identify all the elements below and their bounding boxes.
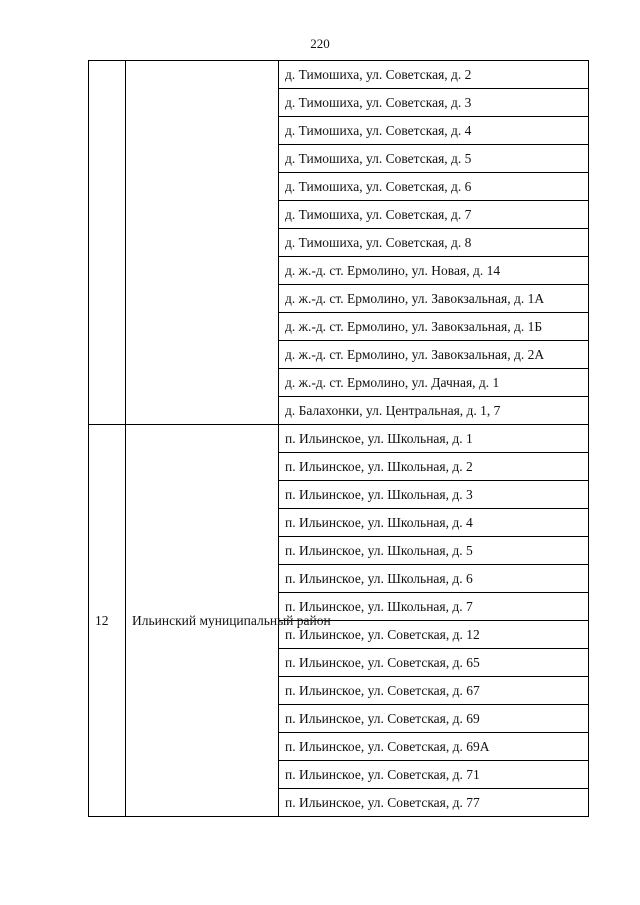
- address-cell: д. Тимошиха, ул. Советская, д. 4: [279, 117, 589, 145]
- address-cell: д. Тимошиха, ул. Советская, д. 7: [279, 201, 589, 229]
- address-cell: п. Ильинское, ул. Школьная, д. 6: [279, 565, 589, 593]
- district-cell: [126, 61, 279, 425]
- address-cell: п. Ильинское, ул. Школьная, д. 7: [279, 593, 589, 621]
- page-number: 220: [310, 36, 330, 51]
- address-cell: п. Ильинское, ул. Советская, д. 12: [279, 621, 589, 649]
- address-cell: д. ж.-д. ст. Ермолино, ул. Завокзальная, д. 1Б: [279, 313, 589, 341]
- address-cell: д. Балахонки, ул. Центральная, д. 1, 7: [279, 397, 589, 425]
- address-cell: п. Ильинское, ул. Советская, д. 77: [279, 789, 589, 817]
- address-cell: д. ж.-д. ст. Ермолино, ул. Завокзальная, д. 1А: [279, 285, 589, 313]
- address-cell: д. Тимошиха, ул. Советская, д. 3: [279, 89, 589, 117]
- address-cell: п. Ильинское, ул. Советская, д. 67: [279, 677, 589, 705]
- address-cell: п. Ильинское, ул. Советская, д. 69А: [279, 733, 589, 761]
- address-cell: п. Ильинское, ул. Советская, д. 71: [279, 761, 589, 789]
- address-cell: п. Ильинское, ул. Школьная, д. 5: [279, 537, 589, 565]
- address-cell: д. ж.-д. ст. Ермолино, ул. Новая, д. 14: [279, 257, 589, 285]
- address-cell: п. Ильинское, ул. Школьная, д. 1: [279, 425, 589, 453]
- district-cell: Ильинский муниципальный район: [126, 425, 279, 817]
- address-cell: д. Тимошиха, ул. Советская, д. 8: [279, 229, 589, 257]
- address-cell: п. Ильинское, ул. Школьная, д. 2: [279, 453, 589, 481]
- row-number-cell: 12: [89, 425, 126, 817]
- address-cell: п. Ильинское, ул. Школьная, д. 3: [279, 481, 589, 509]
- table-row: [89, 425, 589, 453]
- address-table-body: [89, 61, 589, 817]
- address-cell: п. Ильинское, ул. Советская, д. 65: [279, 649, 589, 677]
- address-cell: д. ж.-д. ст. Ермолино, ул. Завокзальная, д. 2А: [279, 341, 589, 369]
- address-cell: п. Ильинское, ул. Школьная, д. 4: [279, 509, 589, 537]
- table-row: [89, 61, 589, 89]
- row-number-cell: [89, 61, 126, 425]
- address-cell: д. Тимошиха, ул. Советская, д. 5: [279, 145, 589, 173]
- address-cell: п. Ильинское, ул. Советская, д. 69: [279, 705, 589, 733]
- address-cell: д. Тимошиха, ул. Советская, д. 6: [279, 173, 589, 201]
- address-cell: д. ж.-д. ст. Ермолино, ул. Дачная, д. 1: [279, 369, 589, 397]
- address-table: [88, 60, 589, 817]
- address-cell: д. Тимошиха, ул. Советская, д. 2: [279, 61, 589, 89]
